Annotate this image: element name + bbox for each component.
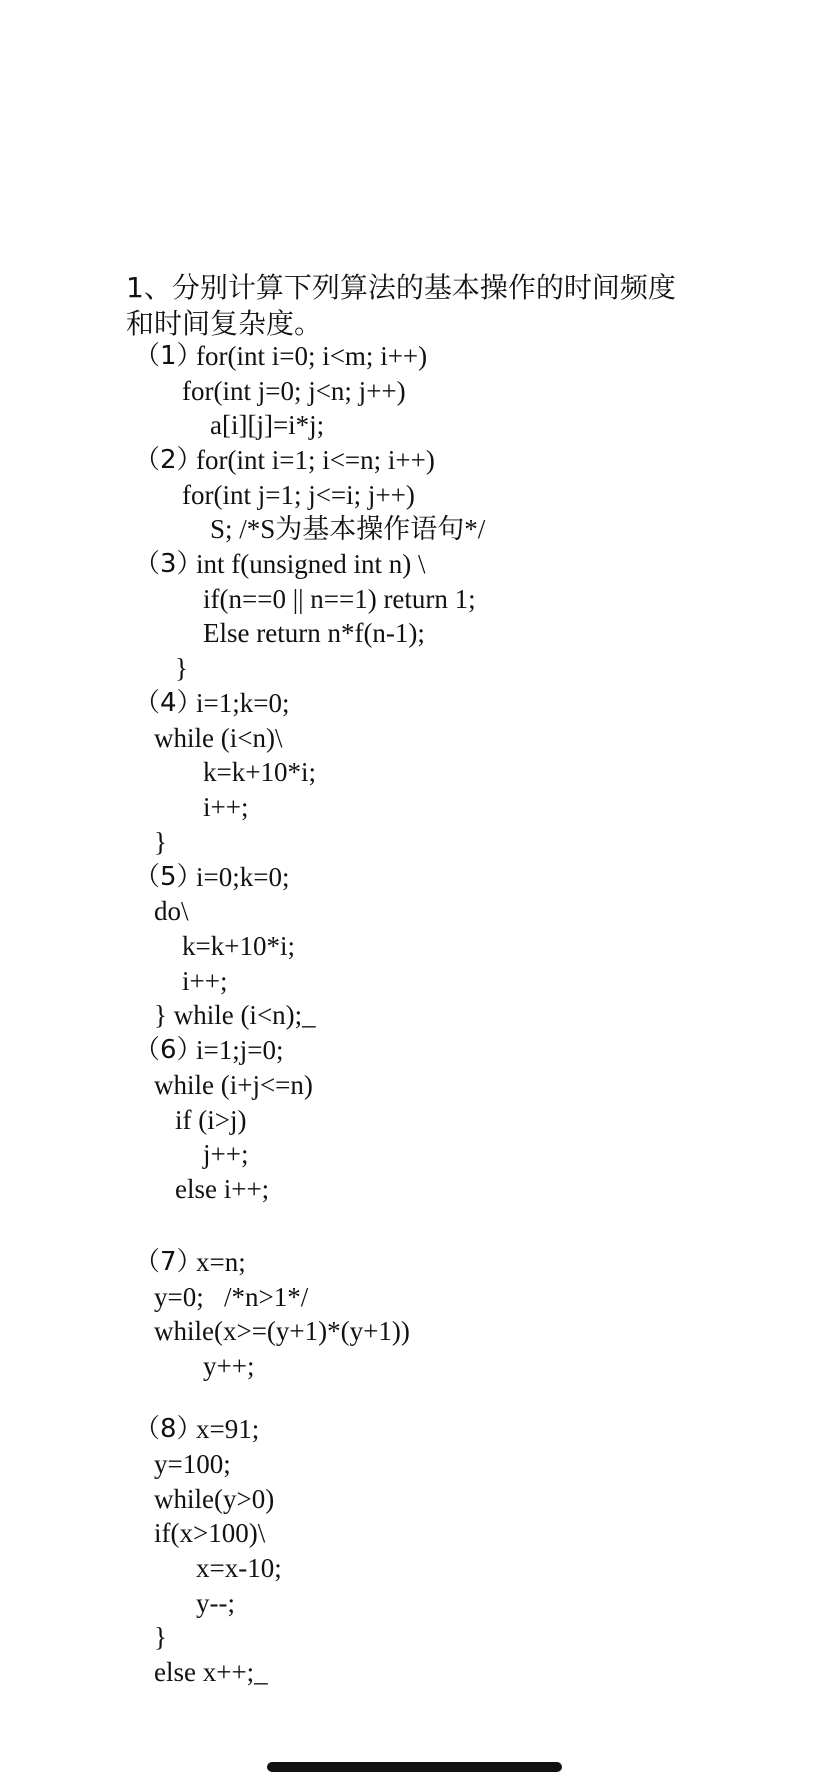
problem-7-label: （7）: [134, 1247, 203, 1277]
code-line: for(int i=0; i<m; i++): [196, 341, 428, 371]
code-line: }: [154, 827, 167, 857]
code-line: i=1;j=0;: [196, 1035, 284, 1065]
home-indicator[interactable]: [267, 1762, 562, 1772]
problem-6-label: （6）: [134, 1035, 203, 1065]
code-line: int f(unsigned int n) \: [196, 549, 426, 579]
problem-2-label: （2）: [134, 445, 203, 475]
code-line: do\: [154, 896, 189, 926]
code-line: while (i<n)\: [154, 723, 283, 753]
code-line: x=n;: [196, 1247, 246, 1277]
code-line: x=x-10;: [196, 1553, 282, 1583]
code-line: y++;: [203, 1351, 255, 1381]
code-line: Else return n*f(n-1);: [203, 618, 425, 648]
code-line: if (i>j): [175, 1105, 247, 1135]
code-line: i=1;k=0;: [196, 688, 290, 718]
question-title-line-1: 1、分别计算下列算法的基本操作的时间频度: [126, 271, 676, 304]
code-line: y=100;: [154, 1449, 231, 1479]
code-line: y=0; /*n>1*/: [154, 1282, 309, 1312]
problem-4-label: （4）: [134, 688, 203, 718]
code-line: k=k+10*i;: [182, 931, 295, 961]
code-line: a[i][j]=i*j;: [210, 410, 325, 440]
code-line: for(int j=0; j<n; j++): [182, 376, 406, 406]
code-line: else x++;_: [154, 1657, 268, 1687]
code-line: k=k+10*i;: [203, 757, 316, 787]
problem-8-label: （8）: [134, 1414, 203, 1444]
code-line: y--;: [196, 1588, 235, 1618]
code-line: if(n==0 || n==1) return 1;: [203, 584, 476, 614]
code-line: else i++;: [175, 1174, 270, 1204]
code-line: } while (i<n);_: [154, 1000, 316, 1030]
code-line: while(y>0): [154, 1484, 275, 1514]
problem-1-label: （1）: [134, 341, 203, 371]
code-line: j++;: [203, 1139, 249, 1169]
problem-3-label: （3）: [134, 549, 203, 579]
problem-5-label: （5）: [134, 862, 203, 892]
code-line: for(int j=1; j<=i; j++): [182, 480, 415, 510]
code-line: while (i+j<=n): [154, 1070, 313, 1100]
code-line: while(x>=(y+1)*(y+1)): [154, 1316, 410, 1346]
code-line: for(int i=1; i<=n; i++): [196, 445, 435, 475]
code-line: }: [175, 653, 188, 683]
code-line: i++;: [203, 792, 249, 822]
question-title-line-2: 和时间复杂度。: [126, 307, 323, 340]
code-line: }: [154, 1622, 167, 1652]
code-line: i=0;k=0;: [196, 862, 290, 892]
code-line: i++;: [182, 966, 228, 996]
code-line: S; /*S为基本操作语句*/: [210, 514, 486, 544]
code-line: x=91;: [196, 1414, 260, 1444]
code-line: if(x>100)\: [154, 1518, 266, 1548]
